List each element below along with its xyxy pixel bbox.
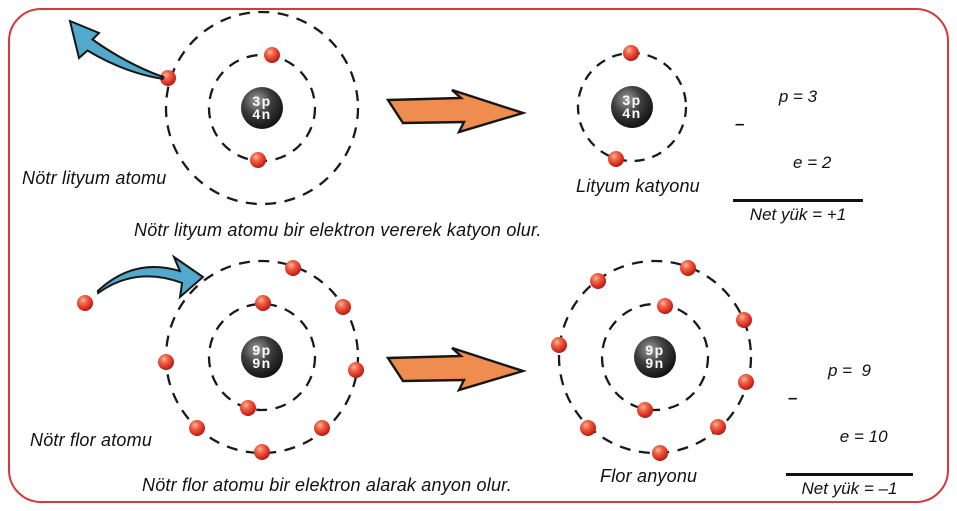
electron — [189, 420, 205, 436]
electron-count-text: e = 10 — [839, 427, 888, 446]
nucleus-neutrons-label: 4n — [622, 105, 642, 121]
electron — [335, 299, 351, 315]
lithium-cation — [578, 45, 686, 167]
electron — [710, 419, 726, 435]
minus-sign: – — [735, 114, 745, 133]
electron — [285, 260, 301, 276]
electron — [348, 362, 364, 378]
lithium-cation-label: Lityum katyonu — [576, 176, 700, 196]
proton-count-line: p = 9 — [827, 361, 871, 380]
nucleus-protons-label: 9p — [252, 342, 272, 358]
fluorine-caption: Nötr flor atomu bir elektron alarak anyon olur. — [142, 475, 512, 495]
lithium-caption: Nötr lityum atomu bir elektron vererek katyon olur. — [134, 220, 542, 240]
electron — [652, 445, 668, 461]
nucleus-protons-label: 3p — [622, 92, 642, 108]
electron — [254, 444, 270, 460]
electron — [738, 374, 754, 390]
nucleus-neutrons-label: 4n — [252, 106, 272, 122]
electron — [255, 295, 271, 311]
electron-count-line — [733, 108, 863, 196]
nucleus-protons-label: 3p — [252, 93, 272, 109]
electron — [623, 45, 639, 61]
electron — [680, 260, 696, 276]
electron — [580, 420, 596, 436]
proton-count-line: p = 3 — [778, 87, 818, 106]
electron — [250, 152, 266, 168]
minus-sign: – — [788, 388, 798, 407]
lithium-charge-calculation — [733, 86, 863, 225]
electron — [590, 273, 606, 289]
electron — [264, 47, 280, 63]
electron — [608, 151, 624, 167]
fluorine-charge-calculation — [786, 360, 913, 499]
fluorine-anion-label: Flor anyonu — [600, 466, 698, 486]
electron — [637, 402, 653, 418]
electron — [551, 337, 567, 353]
nucleus-neutrons-label: 9n — [252, 355, 272, 371]
fluorine-neutral-label: Nötr flor atomu — [30, 430, 153, 450]
electron-count-line — [786, 382, 913, 470]
lithium-neutral-atom — [160, 12, 358, 204]
electron — [240, 400, 256, 416]
electron-leaving-arrow — [70, 21, 163, 79]
nucleus-neutrons-label: 9n — [645, 355, 665, 371]
lithium-transform-arrow — [388, 90, 523, 132]
free-electron — [77, 295, 93, 311]
electron — [158, 354, 174, 370]
electron — [657, 298, 673, 314]
fluorine-anion — [551, 260, 754, 461]
electron — [736, 312, 752, 328]
electron-count-text: e = 2 — [793, 153, 832, 172]
net-charge-line: Net yük = –1 — [786, 473, 913, 499]
electron — [314, 420, 330, 436]
lithium-neutral-label: Nötr lityum atomu — [22, 168, 167, 188]
fluorine-transform-arrow — [388, 348, 523, 390]
net-charge-line: Net yük = +1 — [733, 199, 863, 225]
electron-arriving-arrow — [98, 257, 203, 297]
nucleus-protons-label: 9p — [645, 342, 665, 358]
